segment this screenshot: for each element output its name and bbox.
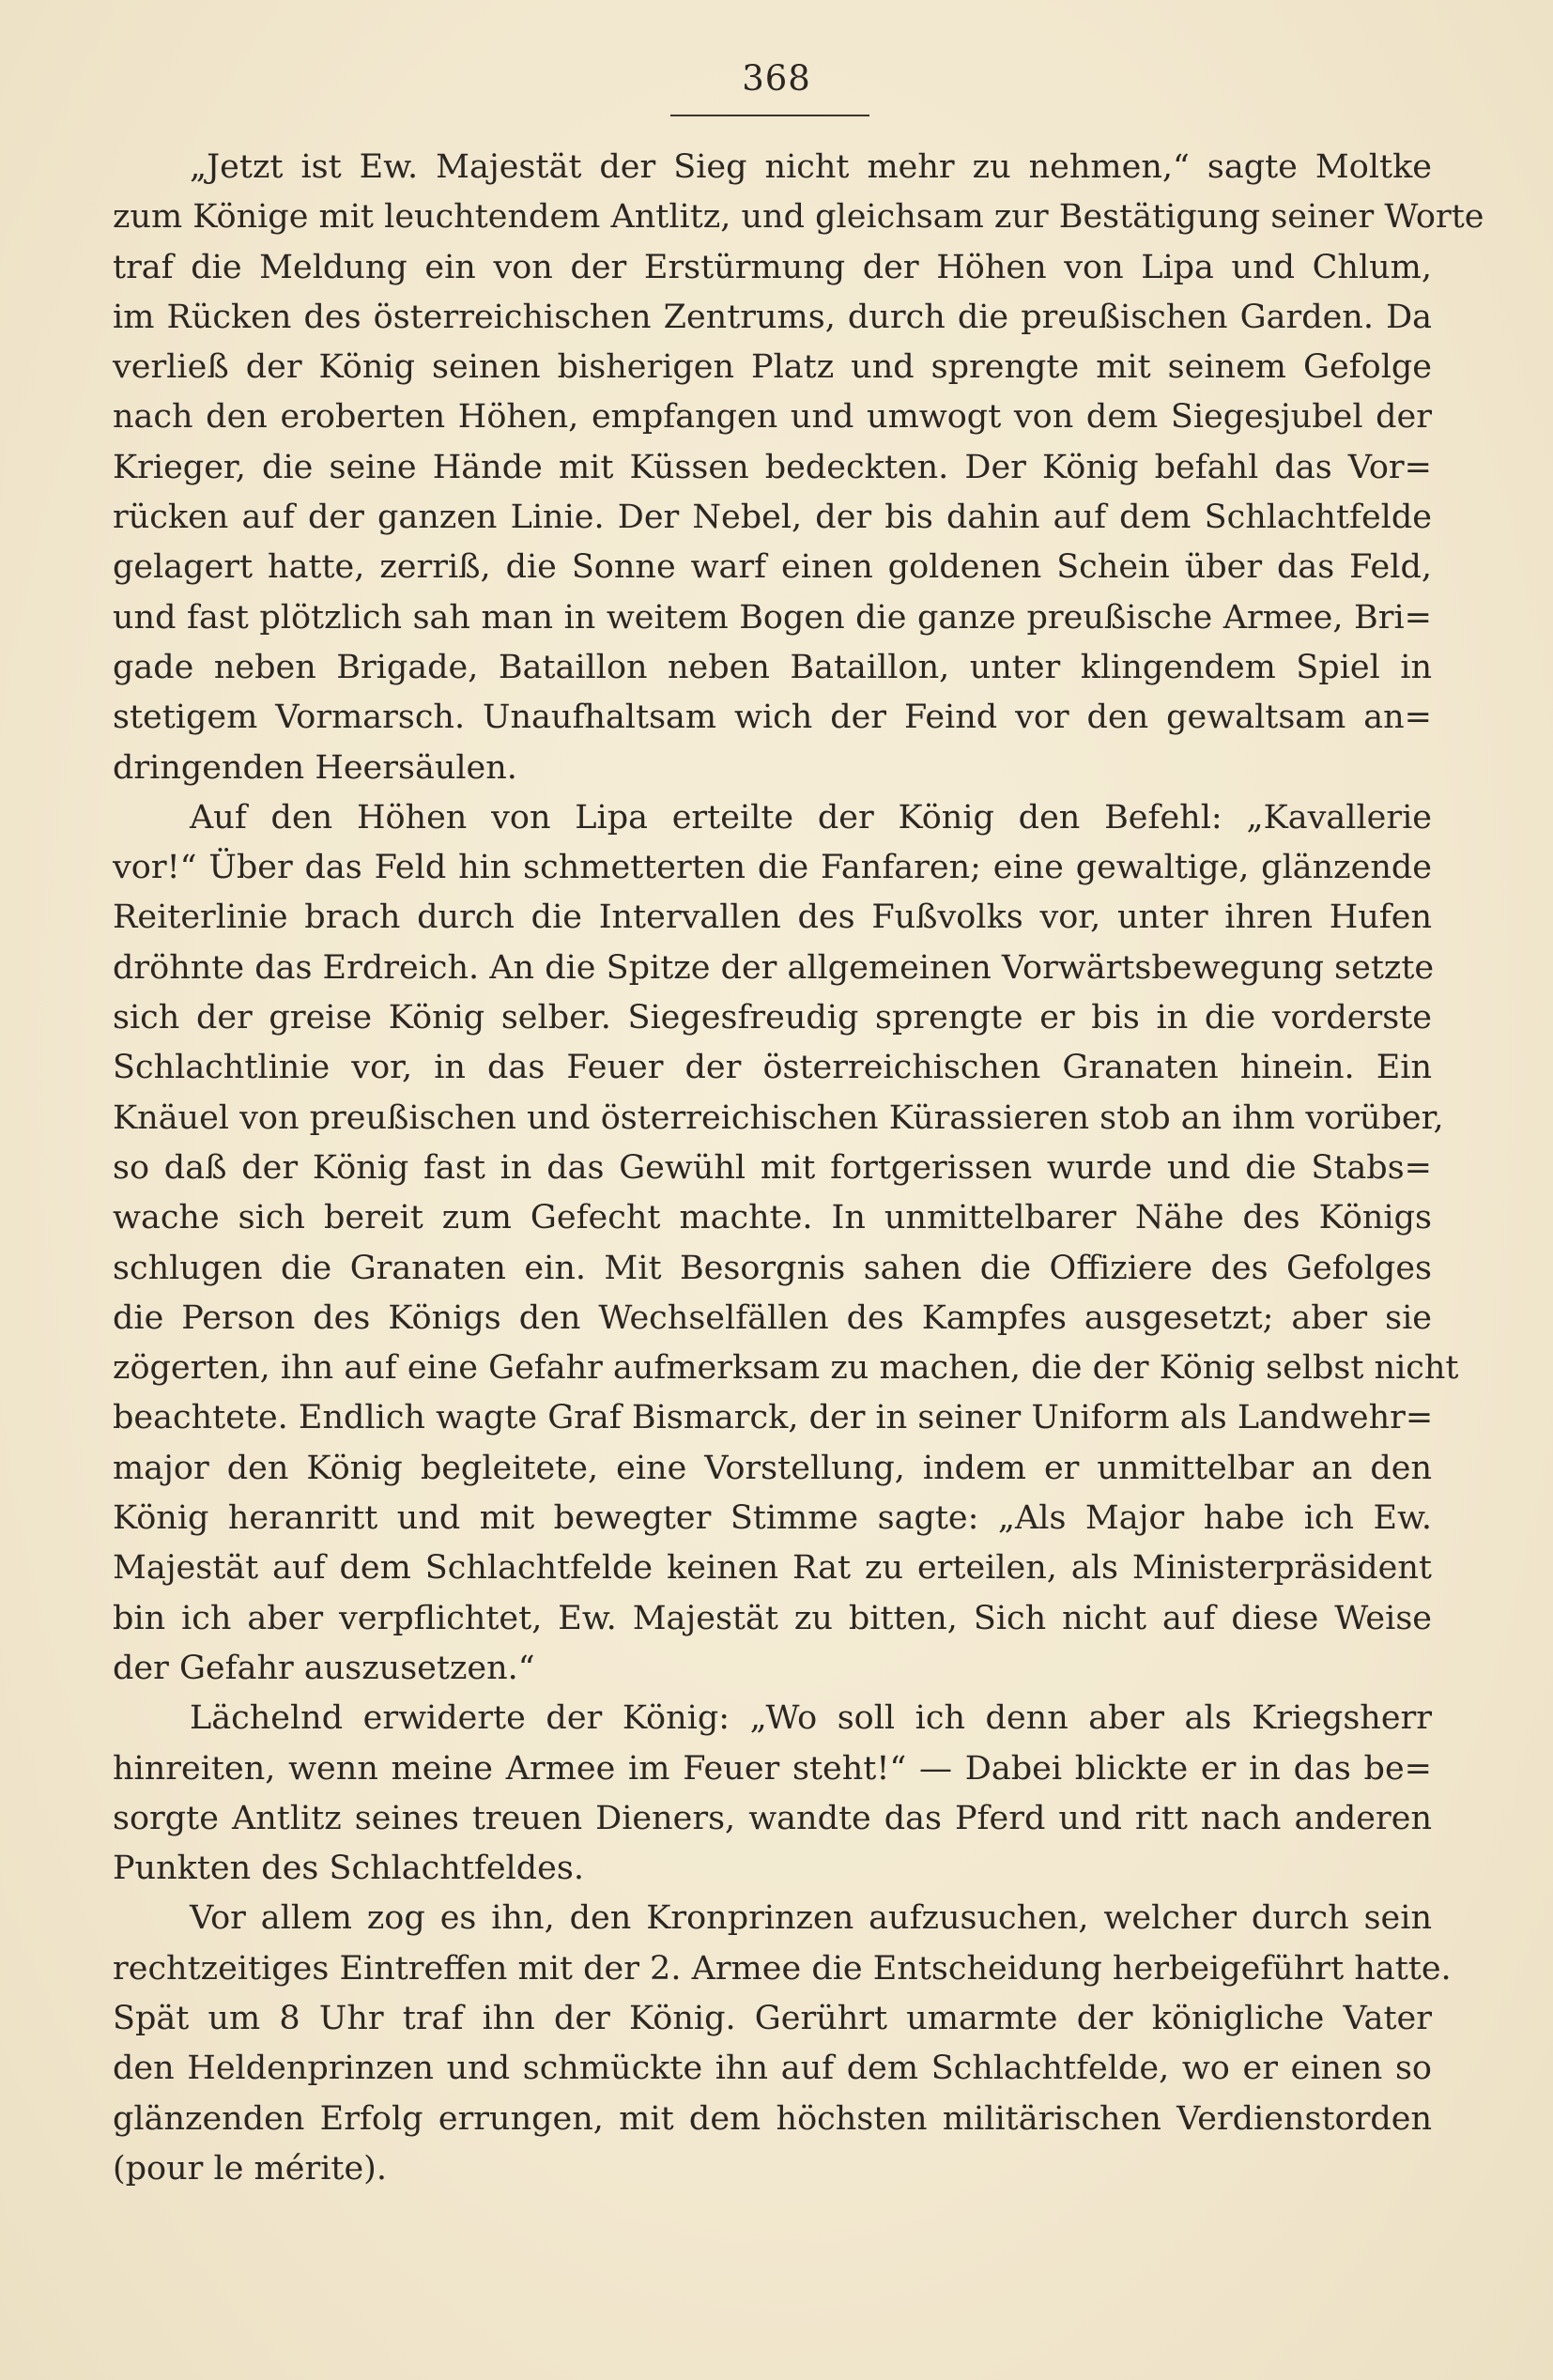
text-line: verließ der König seinen bisherigen Platz und sprengte mit seinem Gefolge — [113, 348, 1432, 387]
text-line: zögerten, ihn auf eine Gefahr aufmerksam zu machen, die der König selbst nicht — [113, 1349, 1459, 1388]
text-line: den Heldenprinzen und schmückte ihn auf dem Schlachtfelde, wo er einen so — [113, 2050, 1432, 2088]
text-line: Auf den Höhen von Lipa erteilte der König den Befehl: „Kavallerie — [190, 798, 1432, 837]
paragraph — [113, 793, 1459, 1694]
text-line: vor!“ Über das Feld hin schmetterten die Fanfaren; eine gewaltige, glänzende — [113, 849, 1432, 887]
text-line: stetigem Vormarsch. Unaufhaltsam wich der Feind vor den gewaltsam an= — [113, 699, 1432, 737]
text-line: Schlachtlinie vor, in das Feuer der österreichischen Granaten hinein. Ein — [113, 1049, 1432, 1087]
text-line: Krieger, die seine Hände mit Küssen bedeckten. Der König befahl das Vor= — [113, 448, 1432, 486]
text-line: dröhnte das Erdreich. An die Spitze der allgemeinen Vorwärtsbewegung setzte — [113, 948, 1435, 987]
text-line: im Rücken des österreichischen Zentrums, durch die preußischen Garden. Da — [113, 298, 1432, 336]
text-line: so daß der König fast in das Gewühl mit fortgerissen wurde und die Stabs= — [113, 1148, 1432, 1187]
text-line: beachtete. Endlich wagte Graf Bismarck, der in seiner Uniform als Landwehr= — [113, 1399, 1434, 1437]
text-line: der Gefahr auszusetzen.“ — [113, 1649, 535, 1687]
text-line: Majestät auf dem Schlachtfelde keinen Rat zu erteilen, als Ministerpräsident — [113, 1549, 1432, 1588]
body-text — [113, 143, 1484, 2194]
text-line: nach den eroberten Höhen, empfangen und umwogt von dem Siegesjubel der — [113, 398, 1432, 437]
text-line: wache sich bereit zum Gefecht machte. In unmittelbarer Nähe des Königs — [113, 1199, 1432, 1237]
text-line: sorgte Antlitz seines treuen Dieners, wandte das Pferd und ritt nach anderen — [113, 1799, 1432, 1837]
text-line: sich der greise König selber. Siegesfreudig sprengte er bis in die vorderste — [113, 999, 1432, 1037]
text-line: und fast plötzlich sah man in weitem Bogen die ganze preußische Armee, Bri= — [113, 598, 1432, 637]
text-line: „Jetzt ist Ew. Majestät der Sieg nicht mehr zu nehmen,“ sagte Moltke — [190, 148, 1432, 186]
text-line: schlugen die Granaten ein. Mit Besorgnis sahen die Offiziere des Gefolges — [113, 1249, 1432, 1287]
text-line: hinreiten, wenn meine Armee im Feuer steht!“ — Dabei blickte er in das be= — [113, 1749, 1432, 1788]
text-line: rechtzeitiges Eintreffen mit der 2. Armee die Entscheidung herbeigeführt hatte. — [113, 1949, 1452, 1988]
text-line: (pour le mérite). — [113, 2149, 387, 2188]
paragraph — [113, 143, 1484, 793]
text-line: Knäuel von preußischen und österreichischen Kürassieren stob an ihm vorüber, — [113, 1098, 1444, 1137]
text-line: Lächelnd erwiderte der König: „Wo soll ich denn aber als Kriegsherr — [190, 1699, 1432, 1738]
text-line: rücken auf der ganzen Linie. Der Nebel, der bis dahin auf dem Schlachtfelde — [113, 499, 1432, 537]
text-line: glänzenden Erfolg errungen, mit dem höchsten militärischen Verdienstorden — [113, 2099, 1432, 2138]
text-line: Vor allem zog es ihn, den Kronprinzen aufzusuchen, welcher durch sein — [190, 1899, 1432, 1938]
text-line: König heranritt und mit bewegter Stimme sagte: „Als Major habe ich Ew. — [113, 1499, 1432, 1538]
text-line: major den König begleitete, eine Vorstellung, indem er unmittelbar an den — [113, 1449, 1432, 1487]
text-line: Spät um 8 Uhr traf ihn der König. Gerührt umarmte der königliche Vater — [113, 1999, 1432, 2037]
paragraph — [113, 1694, 1432, 1894]
paragraph — [113, 1894, 1452, 2194]
page-number: 368 — [742, 58, 811, 99]
text-line: gade neben Brigade, Bataillon neben Bataillon, unter klingendem Spiel in — [113, 648, 1432, 686]
text-line: dringenden Heersäulen. — [113, 748, 517, 787]
text-line: gelagert hatte, zerriß, die Sonne warf einen goldenen Schein über das Feld, — [113, 548, 1432, 587]
text-line: Punkten des Schlachtfeldes. — [113, 1850, 584, 1888]
text-line: traf die Meldung ein von der Erstürmung der Höhen von Lipa und Chlum, — [113, 248, 1432, 286]
text-line: die Person des Königs den Wechselfällen des Kampfes ausgesetzt; aber sie — [113, 1298, 1432, 1337]
page-number-rule — [670, 115, 869, 116]
text-line: Reiterlinie brach durch die Intervallen des Fußvolks vor, unter ihren Hufen — [113, 898, 1432, 937]
text-line: bin ich aber verpflichtet, Ew. Majestät zu bitten, Sich nicht auf diese Weise — [113, 1599, 1432, 1637]
text-line: zum Könige mit leuchtendem Antlitz, und gleichsam zur Bestätigung seiner Worte — [113, 198, 1484, 237]
